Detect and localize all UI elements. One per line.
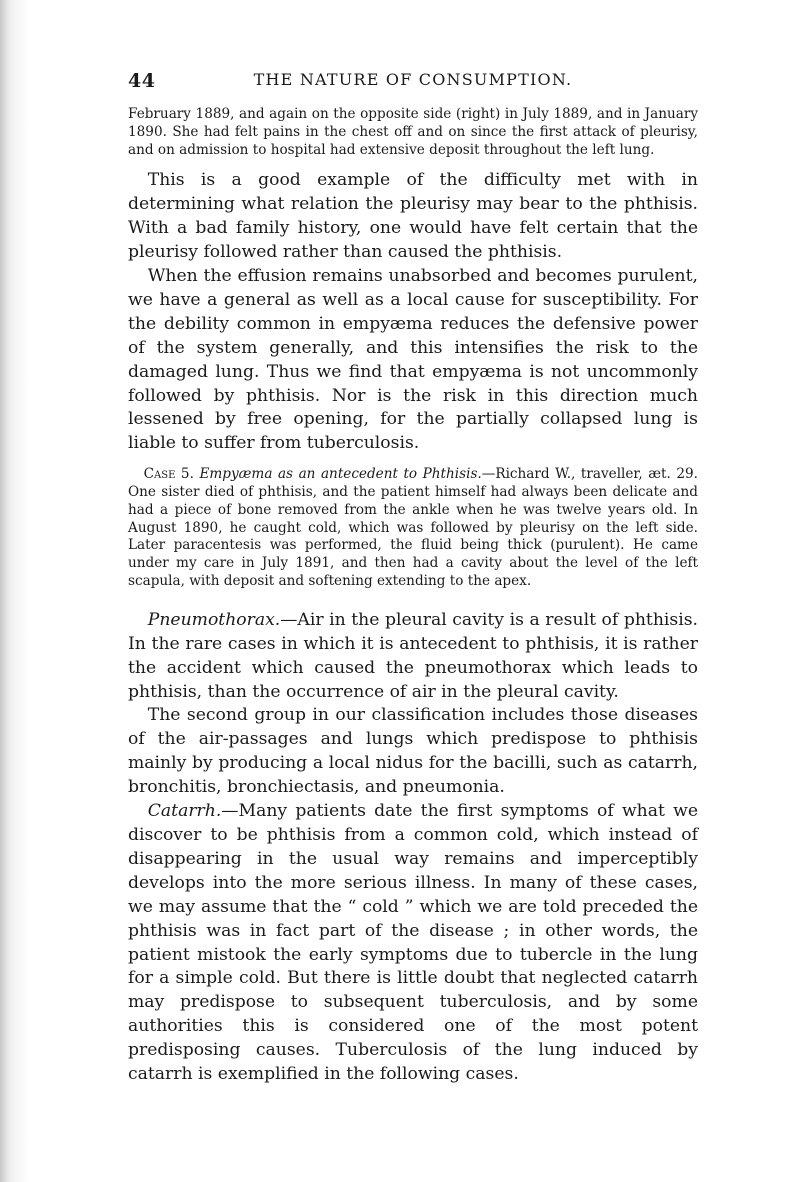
pneumothorax-paragraph	[128, 609, 698, 705]
page-number: 44	[128, 70, 156, 92]
case-5-label: Case 5.	[143, 466, 194, 483]
case-5-body: —Richard W., traveller, æt. 29. One sister died of phthisis, and the patient himself had always been delicate and had a piece of bone removed from the ankle when he was twelve years old. In August 1890, he caught cold, which was followed by pleurisy on the left side. Later paracentesis was performed, the fluid being thick (purulent). He came under my care in July 1891, and then had a cavity about the level of the left scapula, with deposit and softening extending to the apex.	[128, 466, 698, 590]
pneumothorax-heading: Pneumothorax.	[147, 609, 281, 630]
case-continuation-paragraph: February 1889, and again on the opposite side (right) in July 1889, and in January 1890. She had felt pains in the chest off and on since the first attack of pleurisy, and on admission to hospital had extensive deposit throughout the left lung.	[128, 106, 698, 158]
pneumothorax-body: —Air in the pleural cavity is a result of phthisis. In the rare cases in which it is antecedent to phthisis, it is rather the accident which caused the pneumothorax which leads to phthisis, than the occurrence of air in the pleural cavity.	[128, 609, 698, 702]
book-page	[128, 70, 698, 1087]
body-paragraph-second-group: The second group in our classification includes those diseases of the air-passages and lungs which predispose to phthisis mainly by producing a local nidus for the bacilli, such as catarrh, bronchitis, bronchiectasis, and pneumonia.	[128, 705, 698, 798]
body-paragraph-difficulty: This is a good example of the difficulty met with in determining what relation the pleurisy may bear to the phthisis. With a bad family history, one would have felt certain that the pleurisy followed rather than caused the phthisis.	[128, 170, 698, 263]
book-spine-shadow	[0, 0, 30, 1182]
body-paragraph-empyaema: When the effusion remains unabsorbed and becomes purulent, we have a general as well as a local cause for susceptibility. For the debility common in empyæma reduces the defensive power of the system generally, and this intensifies the risk to the damaged lung. Thus we find that empyæma is not uncommonly followed by phthisis. Nor is the risk in this direction much lessened by free opening, for the partially collapsed lung is liable to suffer from tuberculosis.	[128, 266, 698, 454]
case-5-title: Empyæma as an antecedent to Phthisis.	[199, 466, 482, 483]
case-5-paragraph	[128, 466, 698, 591]
catarrh-body: —Many patients date the first symptoms of what we discover to be phthisis from a common cold, which instead of disappearing in the usual way remains and imperceptibly develops into the more serious illness. In many of these cases, we may assume that the “ cold ” which we are told preceded the phthisis was in fact part of the disease ; in other words, the patient mistook the early symptoms due to tubercle in the lung for a simple cold. But there is little doubt that neglected catarrh may predispose to subsequent tuberculosis, and by some authorities this is considered one of the most potent predisposing causes. Tuberculosis of the lung induced by catarrh is exemplified in the following cases.	[128, 801, 698, 1085]
page-header	[128, 70, 698, 96]
catarrh-paragraph	[128, 800, 698, 1087]
running-head: THE NATURE OF CONSUMPTION.	[253, 70, 573, 89]
catarrh-heading: Catarrh.	[147, 801, 222, 822]
